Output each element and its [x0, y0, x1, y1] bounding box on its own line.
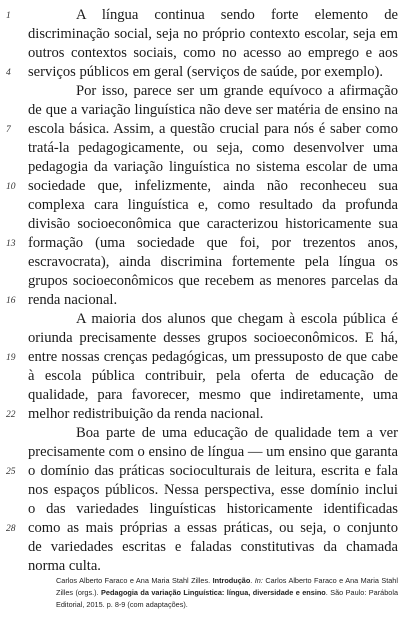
line-number: 10: [6, 182, 16, 192]
text-line: de variedades escritas e faladas constitutivas da chamada: [28, 539, 398, 555]
text-line: norma culta.: [28, 558, 101, 574]
text-line: nos espaços públicos. Nessa perspectiva, esse domínio inclui: [28, 482, 398, 498]
source-publisher: . São Paulo: Parábola Editorial, 2015. p. 8-9 (com adaptações).: [56, 588, 399, 609]
text-line: complexa cara linguística e, como resultado da profunda: [28, 197, 398, 213]
text-line: escola básica. Assim, a questão crucial para nós é saber como: [28, 121, 398, 137]
text-line: sociedade que, infelizmente, ainda não reconheceu sua: [28, 178, 398, 194]
text-line: melhor redistribuição da renda nacional.: [28, 406, 264, 422]
source-book-title: Pedagogia da variação Linguística: língua, diversidade e ensino: [101, 588, 326, 597]
source-citation: Carlos Alberto Faraco e Ana Maria Stahl Zilles. Introdução. In: Carlos Alberto Faraco e Ana Maria Stahl Zilles (orgs.). Pedagogia da variação Linguística: língua, diversidade e ensino. São Paulo: Parábola Editorial, 2015. p. 8-9 (com adaptações).: [56, 576, 399, 609]
text-line: renda nacional.: [28, 292, 118, 308]
line-number: 22: [6, 410, 16, 420]
text-line: tratá-la pedagogicamente, ou seja, como desenvolver uma: [28, 140, 398, 156]
text-line: o das variedades linguísticas historicamente identificadas: [28, 501, 398, 517]
line-number: 1: [6, 11, 11, 21]
source-authors: Carlos Alberto Faraco e Ana Maria Stahl Zilles.: [56, 576, 211, 585]
text-line: divisão socioeconômica que caracterizou historicamente sua: [28, 216, 398, 232]
line-number: 19: [6, 353, 16, 363]
text-line: precisamente com o ensino de língua — um ensino que garanta: [28, 444, 398, 460]
text-line: Boa parte de uma educação de qualidade tem a ver: [76, 425, 398, 441]
source-chapter: Introdução: [212, 576, 251, 585]
text-line: oriunda precisamente desses grupos socioeconômicos. E há,: [28, 330, 398, 346]
text-line: entre nossas crenças pedagógicas, um pressuposto de que cabe: [28, 349, 398, 365]
source-in-label: In:: [254, 576, 263, 585]
text-line: outros contextos sociais, como no acesso ao emprego e aos: [28, 45, 398, 61]
text-line: qualidade, para favorecer, mesmo que indiretamente, uma: [28, 387, 398, 403]
line-number: 7: [6, 125, 11, 135]
text-line: pedagogia da variação linguística no sistema escolar de uma: [28, 159, 398, 175]
text-line: Por isso, parece ser um grande equívoco a afirmação: [76, 83, 398, 99]
line-number: 28: [6, 524, 16, 534]
text-line: A maioria dos alunos que chegam à escola pública é: [76, 311, 398, 327]
text-line: discriminação social, seja no próprio contexto escolar, seja em: [28, 26, 398, 42]
text-line: à escola pública contribuir, pela oferta de educação de: [28, 368, 398, 384]
source-editors: Carlos Alberto Faraco e Ana Maria Stahl Zilles (orgs.).: [56, 576, 398, 597]
text-line: A língua continua sendo forte elemento de: [76, 7, 398, 23]
text-line: de que a variação linguística não deve ser matéria de ensino na: [28, 102, 398, 118]
line-number: 13: [6, 239, 16, 249]
text-line: escravocrata), ainda discrimina fortemente pela língua os: [28, 254, 398, 270]
text-line: o domínio das práticas socioculturais de leitura, escrita e fala: [28, 463, 398, 479]
text-line: serviços públicos em geral (serviços de saúde, por exemplo).: [28, 64, 384, 80]
line-number: 4: [6, 68, 11, 78]
line-number: 16: [6, 296, 16, 306]
line-number: 25: [6, 467, 16, 477]
text-line: grupos socioeconômicos que recebem as menores parcelas da: [28, 273, 398, 289]
text-line: formação (uma sociedade que foi, por trezentos anos,: [28, 235, 398, 251]
text-line: como as mais próprias a essas práticas, ou seja, o conjunto: [28, 520, 398, 536]
